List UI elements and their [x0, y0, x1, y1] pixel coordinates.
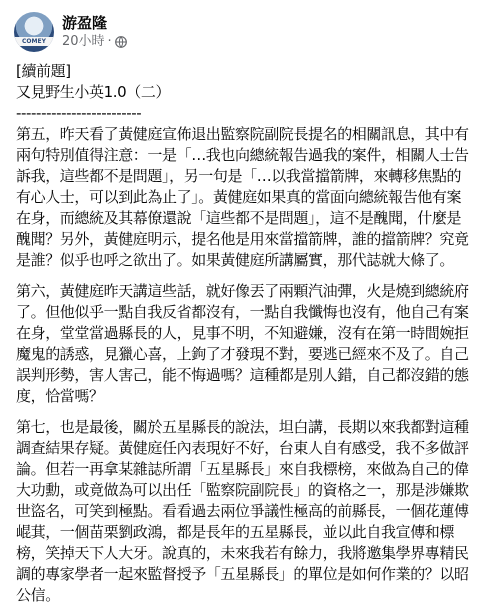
post-subline [62, 33, 127, 51]
post-text-line: 了。但他似乎一點自我反省都沒有，一點自我懺悔也沒有，他自己有案 [16, 303, 469, 321]
post-text-line: 公信。 [16, 586, 60, 604]
post-meta [62, 13, 127, 51]
post-text-line: 是誰？似乎也呼之欲出了。如果黃健庭所講屬實，那代誌就大條了。 [16, 251, 455, 269]
post-text-line: 醜聞？另外，黃健庭明示，提名他是用來當擋箭牌，誰的擋箭牌？究竟 [16, 230, 469, 248]
post-text-line: 在身，而總統及其幕僚還說「這些都不是問題」，這不是醜聞，什麼是 [16, 209, 462, 227]
post-text-line: 第六，黃健庭昨天講這些話，就好像丟了兩顆汽油彈，火是燒到總統府 [16, 282, 469, 300]
post-body [16, 61, 490, 606]
post-text-line: 魔鬼的誘惑，見獵心喜，上鉤了才發現不對，要逃已經來不及了。自己 [16, 345, 469, 363]
paragraph-7 [16, 417, 490, 606]
post-text-line: 大功勳，或竟做為可以出任「監察院副院長」的資格之一，那是涉嫌欺 [16, 481, 469, 499]
post-text-line: 誤判形勢，害人害己，能不悔過嗎？這種都是別人錯，自己都沒錯的態 [16, 366, 469, 384]
post-text-line: 論。但若一再拿某雜誌所謂「五星縣長」來自我標榜，來做為自己的偉 [16, 460, 469, 478]
post-text-line: 又見野生小英1.0（二） [16, 83, 171, 101]
post-text-line: 調查結果存疑。黃健庭任內表現好不好，台東人自有感受，我不多做評 [16, 439, 469, 457]
post-text-line: 世盜名，可笑到極點。看看過去兩位爭議性極高的前縣長，一個花蓮傅 [16, 502, 469, 520]
post-text-line: 調的專家學者一起來監督授予「五星縣長」的單位是如何作業的？以昭 [16, 565, 469, 583]
post-text-line: 第五，昨天看了黃健庭宣佈退出監察院副院長提名的相關訊息，其中有 [16, 125, 469, 143]
globe-icon[interactable] [115, 36, 127, 48]
post-text-line: 有心人士，可以到此為止了」。黃健庭如果真的當面向總統報告他有案 [16, 188, 462, 206]
post-divider: ------------------------- [16, 104, 142, 122]
avatar-text: COMEY [14, 37, 54, 46]
paragraph-6 [16, 281, 490, 407]
separator-dot: · [107, 34, 112, 49]
post-text-line: 度，恰當嗎？ [16, 387, 104, 405]
author-avatar[interactable] [14, 12, 54, 52]
post-text-line: 訴我，這些都不是問題」，另一句是「…以我當擋箭牌，來轉移焦點的 [16, 167, 462, 185]
post-time[interactable]: 20小時 [62, 34, 105, 49]
post-text-line: 榜，笑掉天下人大牙。說真的，未來我若有餘力，我將邀集學界專精民 [16, 544, 469, 562]
paragraph-5 [16, 124, 490, 271]
author-name[interactable]: 游盈隆 [62, 14, 108, 32]
post-text-line: 第七，也是最後，關於五星縣長的說法，坦白講，長期以來我都對這種 [16, 418, 469, 436]
post-text-line: 在身，堂堂當過縣長的人，見事不明，不知避嫌，沒有在第一時間婉拒 [16, 324, 469, 342]
post-text-line: 兩句特別值得注意：一是「…我也向總統報告過我的案件，相關人士告 [16, 146, 469, 164]
post-text-line: 崐萁，一個苗栗劉政鴻，都是長年的五星縣長，並以此自我宣傳和標 [16, 523, 455, 541]
post-text-line: [續前題] [16, 62, 71, 80]
post-header [14, 12, 127, 52]
